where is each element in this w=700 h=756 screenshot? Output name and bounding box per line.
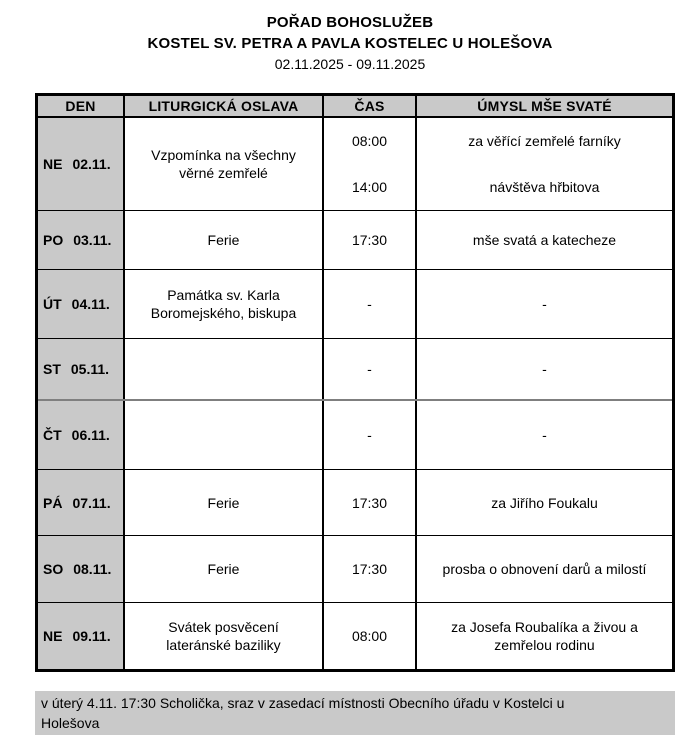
intent-value: za věřící zemřelé farníky	[468, 133, 621, 149]
day-date: 08.11.	[73, 561, 112, 577]
footer-note: v úterý 4.11. 17:30 Scholička, sraz v zasedací místnosti Obecního úřadu v Kostelci u Holešova	[35, 691, 675, 735]
time-cell: -	[324, 270, 417, 338]
time-value: 14:00	[351, 179, 388, 195]
title-block	[0, 0, 700, 75]
table-row	[38, 536, 672, 603]
table-row	[38, 470, 672, 536]
column-header-cas: ČAS	[324, 96, 417, 116]
intent-cell: za Jiřího Foukalu	[491, 494, 598, 511]
table-header-row	[38, 96, 672, 118]
day-abbr: PO	[43, 232, 64, 248]
feast-cell	[125, 401, 324, 469]
intent-cell: -	[542, 361, 547, 377]
day-cell	[38, 470, 125, 535]
day-cell	[38, 118, 125, 210]
time-cell	[324, 118, 417, 210]
day-cell	[38, 536, 125, 602]
time-cell: 17:30	[324, 536, 417, 602]
time-value: 08:00	[351, 133, 388, 149]
church-name: KOSTEL SV. PETRA A PAVLA KOSTELEC U HOLEŠOVA	[147, 35, 553, 52]
day-abbr: NE	[43, 156, 63, 172]
time-cell: -	[324, 401, 417, 469]
intent-cell: -	[542, 427, 547, 443]
day-abbr: ČT	[43, 427, 62, 443]
day-date: 02.11.	[72, 156, 111, 172]
feast-cell: Svátek posvěcení lateránské baziliky	[125, 603, 324, 669]
intent-cell: -	[542, 296, 547, 312]
feast-cell: Vzpomínka na všechny věrné zemřelé	[125, 118, 324, 210]
date-range: 02.11.2025 - 09.11.2025	[274, 56, 426, 72]
day-date: 03.11.	[73, 232, 112, 248]
table-row	[38, 339, 672, 401]
day-cell	[38, 603, 125, 669]
intent-value: návštěva hřbitova	[489, 179, 600, 195]
schedule-table	[35, 93, 675, 672]
column-header-umysl-mse-svate: ÚMYSL MŠE SVATÉ	[417, 96, 672, 116]
table-row	[38, 211, 672, 270]
feast-cell: Ferie	[125, 470, 324, 535]
time-cell: 17:30	[324, 470, 417, 535]
time-cell: 08:00	[324, 603, 417, 669]
table-row	[38, 270, 672, 339]
day-date: 07.11.	[72, 494, 111, 511]
feast-cell: Ferie	[125, 536, 324, 602]
day-abbr: ÚT	[43, 296, 62, 312]
day-abbr: PÁ	[43, 494, 63, 511]
day-abbr: SO	[43, 561, 64, 577]
day-date: 04.11.	[71, 296, 110, 312]
day-date: 05.11.	[70, 361, 110, 377]
day-cell	[38, 401, 125, 469]
intent-cell: za Josefa Roubalíka a živou a zemřelou rodinu	[451, 619, 638, 653]
time-cell: 17:30	[324, 211, 417, 269]
document-title: POŘAD BOHOSLUŽEB	[266, 14, 434, 31]
table-row	[38, 603, 672, 669]
intent-cell	[417, 118, 672, 210]
column-header-den: DEN	[38, 96, 125, 116]
day-date: 06.11.	[71, 427, 110, 443]
day-cell	[38, 339, 125, 399]
day-abbr: ST	[43, 361, 61, 377]
feast-cell: Ferie	[125, 211, 324, 269]
time-cell: -	[324, 339, 417, 399]
day-cell	[38, 270, 125, 338]
feast-cell	[125, 339, 324, 399]
table-row	[38, 118, 672, 211]
intent-cell: prosba o obnovení darů a milostí	[442, 561, 647, 577]
day-cell	[38, 211, 125, 269]
feast-cell: Památka sv. Karla Boromejského, biskupa	[125, 270, 324, 338]
day-abbr: NE	[43, 628, 63, 644]
day-date: 09.11.	[72, 628, 111, 644]
intent-cell: mše svatá a katecheze	[472, 232, 617, 248]
column-header-liturgicka-oslava: LITURGICKÁ OSLAVA	[125, 96, 324, 116]
table-row	[38, 401, 672, 470]
